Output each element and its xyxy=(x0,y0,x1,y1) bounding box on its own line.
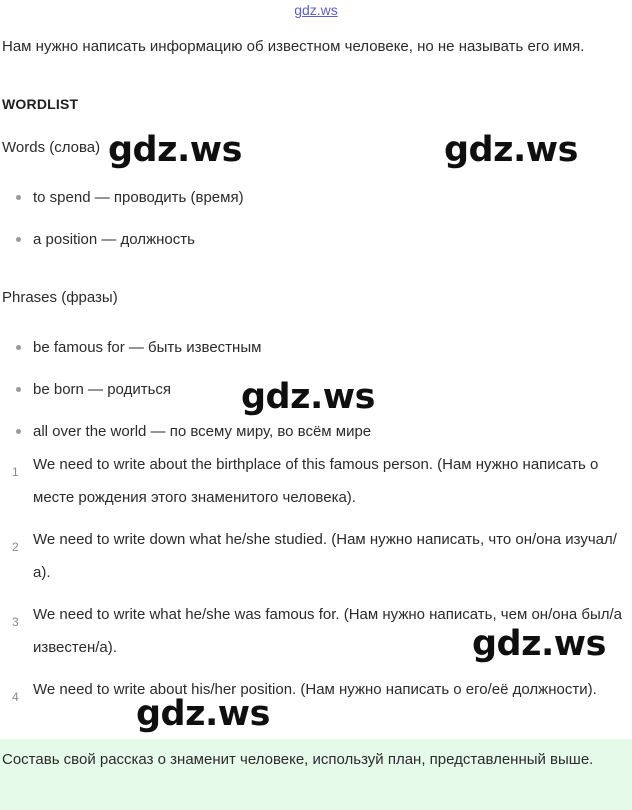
list-item-text: to spend — проводить (время) xyxy=(33,189,244,206)
bullet-icon xyxy=(16,345,21,350)
bullet-icon xyxy=(16,429,21,434)
intro-paragraph: Нам нужно написать информацию об известном человеке, но не называть его имя. xyxy=(2,38,585,55)
numbered-item-text: We need to write about his/her position. (Нам нужно написать о его/её должности). xyxy=(33,681,597,698)
list-item xyxy=(16,381,171,398)
list-item-text: all over the world — по всему миру, во всём мире xyxy=(33,423,372,440)
list-item-text: a position — должность xyxy=(33,231,195,248)
numbered-item-text: We need to write what he/she was famous for. (Нам нужно написать, чем он/она был/а известен/а). xyxy=(33,606,623,656)
numbered-item-text: We need to write about the birthplace of this famous person. (Нам нужно написать о месте рождения этого знаменитого человека). xyxy=(33,456,599,506)
list-item xyxy=(16,339,261,356)
watermark: gdz.ws xyxy=(472,624,606,664)
item-number: 1 xyxy=(12,465,19,479)
numbered-item xyxy=(12,523,622,589)
numbered-item xyxy=(12,673,622,706)
numbered-item-text: We need to write down what he/she studied. (Нам нужно написать, что он/она изучал/а). xyxy=(33,531,617,581)
watermark: gdz.ws xyxy=(108,130,242,170)
list-item xyxy=(16,423,371,440)
numbered-item xyxy=(12,448,622,514)
item-number: 3 xyxy=(12,615,19,629)
phrases-label: Phrases (фразы) xyxy=(2,289,118,306)
words-label: Words (слова) xyxy=(2,139,101,156)
watermark: gdz.ws xyxy=(444,130,578,170)
watermark: gdz.ws xyxy=(241,377,375,417)
wordlist-heading: WORDLIST xyxy=(2,96,79,112)
bullet-icon xyxy=(16,387,21,392)
watermark: gdz.ws xyxy=(136,694,270,734)
item-number: 4 xyxy=(12,690,19,704)
site-link[interactable]: gdz.ws xyxy=(294,2,338,18)
list-item-text: be famous for — быть известным xyxy=(33,339,262,356)
item-number: 2 xyxy=(12,540,19,554)
bullet-icon xyxy=(16,195,21,200)
list-item-text: be born — родиться xyxy=(33,381,172,398)
task-text: Составь свой рассказ о знаменит человеке, используй план, представленный выше. xyxy=(2,751,594,768)
list-item xyxy=(16,189,244,206)
bullet-icon xyxy=(16,237,21,242)
list-item xyxy=(16,231,195,248)
